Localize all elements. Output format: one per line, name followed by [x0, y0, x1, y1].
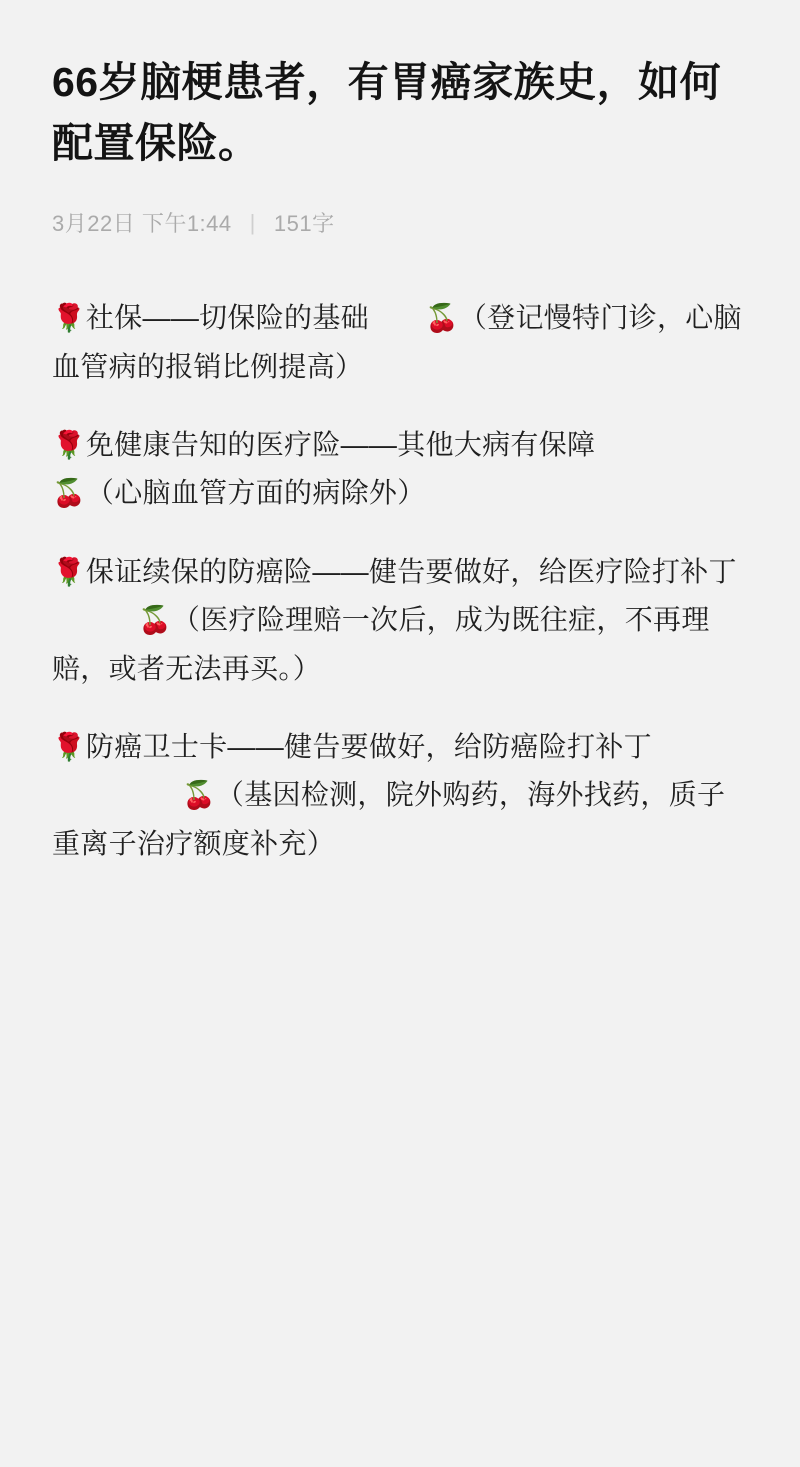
note-meta: [52, 207, 750, 238]
page-title: 66岁脑梗患者，有胃癌家族史，如何配置保险。: [52, 59, 722, 166]
paragraph-tail: （医疗险理赔一次后，成为既往症，不再理赔，或者无法再买。）: [52, 604, 710, 684]
paragraph-lead: 免健康告知的医疗险——其他大病有保障: [85, 428, 596, 460]
note-body: [52, 294, 750, 868]
rose-icon: 🌹: [52, 429, 86, 461]
rose-icon: 🌹: [52, 556, 86, 588]
cherry-icon: 🍒: [138, 605, 172, 637]
note-paragraph: [52, 548, 750, 693]
rose-icon: 🌹: [52, 303, 86, 335]
note-paragraph: [52, 294, 750, 391]
paragraph-lead: 防癌卫士卡——健告要做好，给防癌险打补丁: [85, 730, 652, 762]
paragraph-tail: （基因检测，院外购药，海外找药，质子重离子治疗额度补充）: [52, 779, 726, 859]
paragraph-lead: 社保——切保险的基础: [85, 302, 369, 334]
paragraph-lead: 保证续保的防癌险——健告要做好，给医疗险打补丁: [85, 555, 737, 587]
paragraph-tail: （心脑血管方面的病除外）: [85, 477, 426, 509]
cherry-icon: 🍒: [424, 303, 459, 335]
rose-icon: 🌹: [52, 731, 86, 763]
meta-separator: |: [249, 209, 256, 235]
note-word-count: 151字: [273, 211, 335, 237]
note-paragraph: [52, 723, 750, 868]
paragraph-tail: （登记慢特门诊，心脑血管病的报销比例提高）: [52, 302, 742, 382]
note-date: 3月22日 下午1:44: [52, 211, 232, 237]
cherry-icon: 🍒: [52, 478, 86, 510]
note-paragraph: [52, 421, 750, 518]
cherry-icon: 🍒: [182, 780, 216, 812]
